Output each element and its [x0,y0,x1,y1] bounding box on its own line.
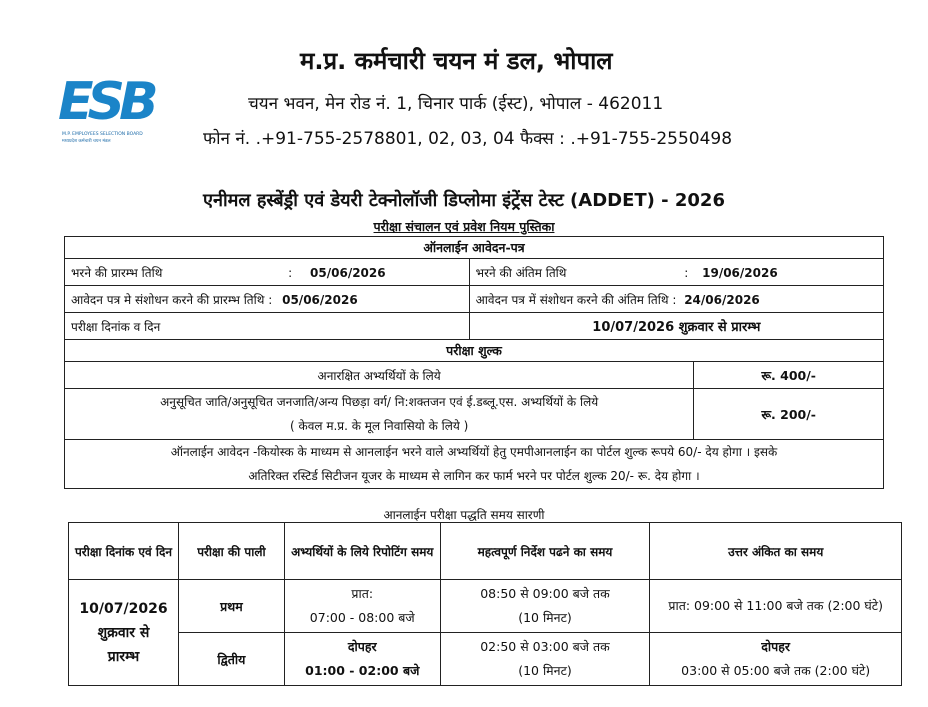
schedule-date: 10/07/2026 [79,600,168,617]
table-row [69,580,902,633]
instruction-time-line2: (10 मिनट) [518,610,572,625]
instruction-time [440,633,650,686]
exam-fee-heading: परीक्षा शुल्क [65,340,884,362]
form-start-date: 05/06/2026 [310,265,386,280]
answer-time-line1: प्रात: 09:00 से 11:00 बजे तक (2:00 घंटे) [668,598,883,613]
instruction-time [440,580,650,633]
answer-time [650,633,902,686]
reserved-fee-note: ( केवल म.प्र. के मूल निवासियो के लिये ) [289,419,469,433]
exam-schedule-table [68,522,902,686]
reporting-time-line2: 01:00 - 02:00 बजे [305,663,420,678]
exam-date-value: 10/07/2026 शुक्रवार से प्रारम्भ [469,313,883,340]
online-form-heading: ऑनलाईन आवेदन-पत्र [65,237,884,259]
portal-fee-note-line2: अतिरिक्त रस्टिर्ड सिटीजन यूजर के माध्यम से लागिन कर फार्म भरने पर पोर्टल शुल्क 20/- रू. देय होगा । [248,469,700,483]
edit-start-cell [65,286,470,313]
shift-name: द्वितीय [178,633,284,686]
form-last-date: 19/06/2026 [702,265,778,280]
edit-last-label: आवेदन पत्र में संशोधन करने की अंतिम तिथि : [475,292,677,307]
exam-date-label: परीक्षा दिनांक व दिन [65,313,470,340]
reporting-time [284,633,440,686]
organization-name: म.प्र. कर्मचारी चयन मं डल, भोपाल [300,47,613,75]
header-reporting-time: अभ्यर्थियों के लिये रिपोटिंग समय [284,523,440,580]
answer-time-line1: दोपहर [761,639,791,654]
table-row [69,633,902,686]
form-start-label: भरने की प्रारम्भ तिथि [71,265,163,280]
instruction-time-line2: (10 मिनट) [518,663,572,678]
header-exam-date: परीक्षा दिनांक एवं दिन [69,523,179,580]
portal-fee-note-line1: ऑनलाईन आवेदन -कियोस्क के माध्यम से आनलाईन भरने वाले अभ्यर्थियों हेतु एमपीआनलाईन का पोर्टल शुल्क रूपये 60/- देय होगा । इसके [170,445,778,459]
unreserved-fee-label: अनारक्षित अभ्यर्थियों के लिये [65,362,694,389]
logo-subtitle-english: M.P. EMPLOYEES SELECTION BOARD [62,132,143,137]
answer-time [650,580,902,633]
document-title: एनीमल हस्बेंड्री एवं डेयरी टेक्नोलॉजी डिप्लोमा इंट्रेंस टेस्ट (ADDET) - 2026 [203,190,725,211]
schedule-day: शुक्रवार से [97,624,150,641]
edit-start-label: आवेदन पत्र मे संशोधन करने की प्रारम्भ तिथि : [71,292,273,307]
form-last-label: भरने की अंतिम तिथि [475,265,567,280]
reporting-time-line2: 07:00 - 08:00 बजे [309,610,415,625]
edit-last-date: 24/06/2026 [684,292,760,307]
schedule-date-cell [69,580,179,686]
header-shift: परीक्षा की पाली [178,523,284,580]
header-instruction-time: महत्वपूर्ण निर्देश पढने का समय [440,523,650,580]
form-start-cell [65,259,470,286]
edit-start-date: 05/06/2026 [282,292,358,307]
schedule-caption: आनलाईन परीक्षा पद्धति समय सारणी [383,508,545,522]
schedule-header-row [69,523,902,580]
form-last-cell [469,259,883,286]
form-start-colon: : [288,265,293,280]
reporting-time [284,580,440,633]
logo-letters: ESB [58,72,153,132]
reporting-time-line1: दोपहर [347,639,377,654]
reserved-fee-label: अनुसूचित जाति/अनुसूचित जनजाति/अन्य पिछड़ा वर्ग/ नि:शक्तजन एवं ई.डब्लू.एस. अभ्यर्थियों के लिये [160,395,599,409]
reporting-time-line1: प्रात: [351,586,374,601]
header-answer-time: उत्तर अंकित का समय [650,523,902,580]
reserved-fee-cell [65,389,694,440]
reserved-fee-amount: रू. 200/- [694,389,884,440]
schedule-day-suffix: प्रारम्भ [107,648,140,665]
document-subtitle: परीक्षा संचालन एवं प्रवेश नियम पुस्तिका [373,219,555,234]
application-fee-table [64,236,884,489]
instruction-time-line1: 02:50 से 03:00 बजे तक [480,639,610,654]
form-last-colon: : [684,265,689,280]
portal-fee-note [65,440,884,489]
shift-name: प्रथम [178,580,284,633]
organization-phone: फोन नं. .+91-755-2578801, 02, 03, 04 फैक्स : .+91-755-2550498 [203,129,733,149]
logo-subtitle-hindi: मध्यप्रदेश कर्मचारी चयन मंडल [62,139,111,144]
answer-time-line2: 03:00 से 05:00 बजे तक (2:00 घंटे) [681,663,871,678]
edit-last-cell [469,286,883,313]
instruction-time-line1: 08:50 से 09:00 बजे तक [480,586,610,601]
unreserved-fee-amount: रू. 400/- [694,362,884,389]
organization-address: चयन भवन, मेन रोड नं. 1, चिनार पार्क (ईस्ट), भोपाल - 462011 [248,94,664,114]
esb-logo [58,74,158,144]
